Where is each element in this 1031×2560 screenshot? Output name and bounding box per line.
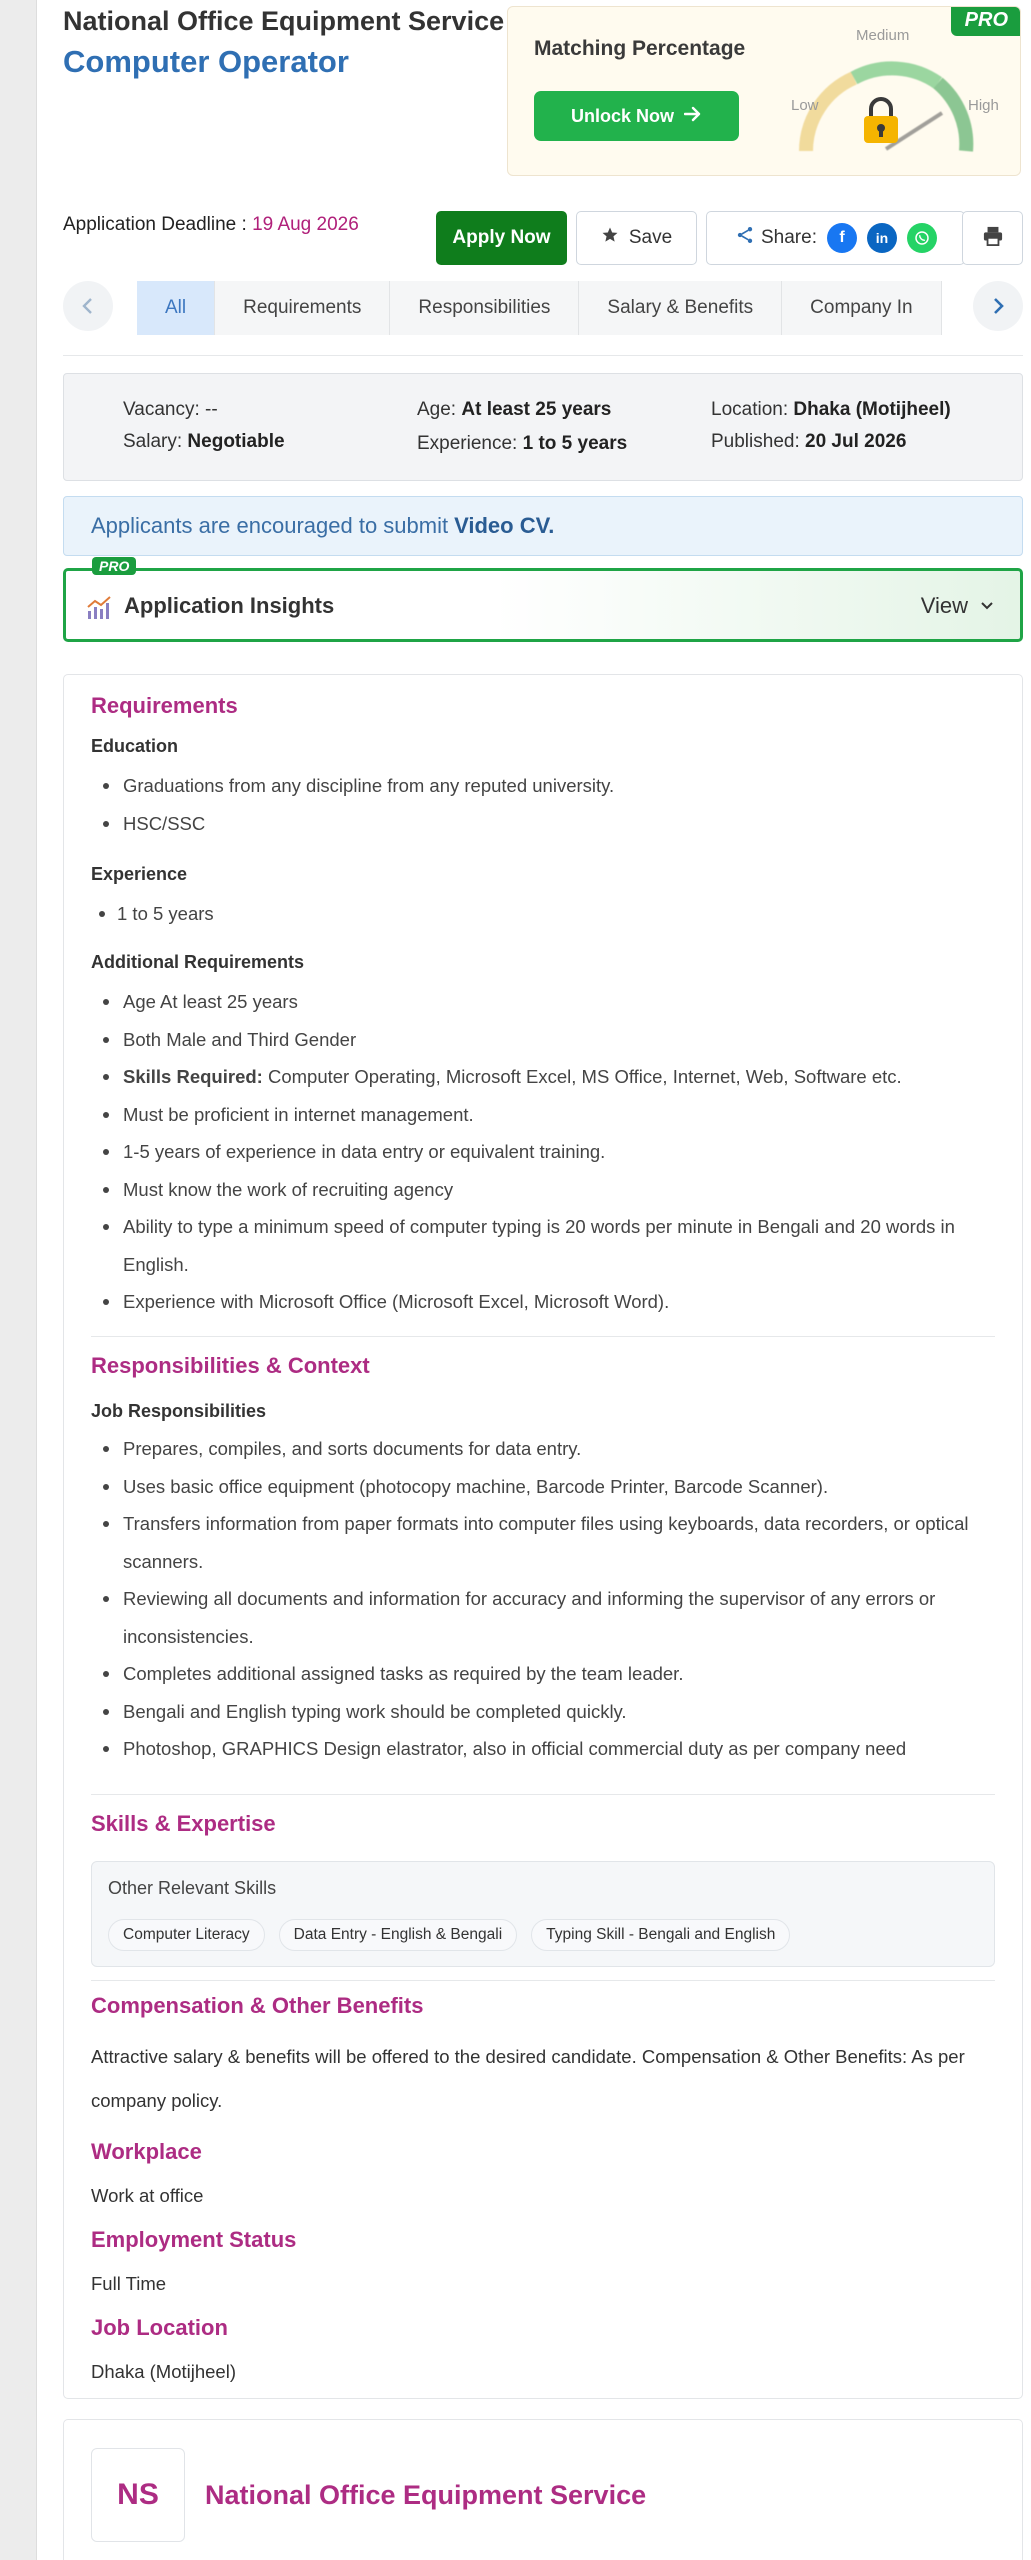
list-item: Completes additional assigned tasks as required by the team leader. (91, 1655, 971, 1693)
skills-required-label: Skills Required: (123, 1066, 263, 1087)
save-button[interactable] (576, 211, 697, 265)
chevron-right-icon (991, 297, 1005, 315)
chevron-left-icon (81, 297, 95, 315)
application-insights-bar[interactable] (63, 558, 1023, 642)
insights-chart-icon (86, 595, 112, 626)
experience-list (91, 895, 971, 933)
additional-requirements-heading: Additional Requirements (91, 952, 305, 972)
pro-badge: PRO (951, 7, 1020, 36)
facebook-icon[interactable]: f (827, 223, 857, 253)
location (711, 399, 951, 421)
list-item: HSC/SSC (91, 805, 971, 843)
list-item: Graduations from any discipline from any reputed university. (91, 767, 971, 805)
deadline-label: Application Deadline : (63, 214, 247, 235)
unlock-now-button[interactable] (534, 91, 739, 141)
list-item: Bengali and English typing work should be completed quickly. (91, 1693, 971, 1731)
matching-title: Matching Percentage (534, 37, 746, 60)
tab-responsibilities[interactable]: Responsibilities (390, 281, 579, 335)
deadline-date: 19 Aug 2026 (252, 214, 359, 235)
tabs-strip (137, 281, 950, 335)
age-label: Age: (417, 399, 457, 420)
vacancy-label: Vacancy: (123, 399, 200, 420)
job-location-heading: Job Location (91, 2315, 228, 2340)
gauge-high-label: High (968, 97, 999, 114)
workplace-value: Work at office (91, 2185, 204, 2206)
section-tabs (63, 281, 1023, 335)
skills-required-value: Computer Operating, Microsoft Excel, MS Office, Internet, Web, Software etc. (267, 1066, 902, 1087)
skill-chip: Computer Literacy (108, 1919, 265, 1951)
job-title: Computer Operator (63, 44, 349, 79)
list-item: Experience with Microsoft Office (Microsoft Excel, Microsoft Word). (91, 1283, 971, 1321)
salary (123, 431, 285, 453)
gauge-low-label: Low (791, 97, 819, 114)
matching-percentage-card (507, 6, 1021, 176)
company-info-card (63, 2419, 1023, 2560)
list-item: Both Male and Third Gender (91, 1021, 971, 1059)
share-bar (706, 211, 965, 265)
job-details-card (63, 674, 1023, 2399)
skills-heading: Skills & Expertise (91, 1811, 276, 1836)
company-name-link[interactable]: National Office Equipment Service (205, 2480, 647, 2510)
print-button[interactable] (962, 211, 1023, 265)
location-label: Location: (711, 399, 789, 420)
divider (91, 1336, 995, 1337)
compensation-heading: Compensation & Other Benefits (91, 1993, 424, 2018)
divider (91, 1794, 995, 1795)
gauge-medium-label: Medium (856, 27, 910, 44)
share-icon (735, 225, 755, 251)
job-location-value: Dhaka (Motijheel) (91, 2361, 236, 2382)
list-item: Uses basic office equipment (photocopy machine, Barcode Printer, Barcode Scanner). (91, 1468, 971, 1506)
video-cv-text: Applicants are encouraged to submit (91, 513, 449, 538)
list-item: Ability to type a minimum speed of computer typing is 20 words per minute in Bengali and 20 words in English. (91, 1208, 971, 1283)
insights-title: Application Insights (124, 593, 335, 618)
view-label: View (920, 593, 968, 618)
tab-all[interactable]: All (137, 281, 215, 335)
printer-icon (982, 226, 1004, 251)
published-label: Published: (711, 431, 800, 452)
list-item: Photoshop, GRAPHICS Design elastrator, also in official commercial duty as per company need (91, 1730, 971, 1768)
employment-status-heading: Employment Status (91, 2227, 297, 2252)
video-cv-notice (63, 496, 1023, 556)
list-item: 1-5 years of experience in data entry or equivalent training. (91, 1133, 971, 1171)
vacancy-value: -- (205, 399, 218, 420)
responsibilities-heading: Responsibilities & Context (91, 1353, 370, 1378)
experience-label: Experience: (417, 433, 518, 454)
location-value: Dhaka (Motijheel) (793, 399, 951, 420)
tab-company-info[interactable]: Company In (782, 281, 941, 335)
tabs-scroll-left-button[interactable] (63, 281, 113, 331)
education-list (91, 767, 971, 842)
age (417, 399, 611, 421)
job-summary-box (63, 373, 1023, 481)
requirements-heading: Requirements (91, 693, 238, 718)
experience-value: 1 to 5 years (522, 433, 628, 454)
responsibilities-list (91, 1430, 971, 1768)
company-logo: NS (91, 2448, 185, 2542)
tab-requirements[interactable]: Requirements (215, 281, 390, 335)
other-skills-title: Other Relevant Skills (108, 1878, 277, 1898)
salary-value: Negotiable (187, 431, 285, 452)
job-responsibilities-heading: Job Responsibilities (91, 1401, 267, 1421)
chevron-down-icon (980, 601, 994, 611)
published-value: 20 Jul 2026 (805, 431, 907, 452)
unlock-label: Unlock Now (570, 105, 674, 126)
star-icon (601, 226, 619, 250)
tabs-scroll-right-button[interactable] (973, 281, 1023, 331)
salary-label: Salary: (123, 431, 183, 452)
education-heading: Education (91, 736, 179, 756)
published (711, 431, 906, 453)
video-cv-link[interactable]: Video CV. (454, 513, 555, 538)
divider (63, 355, 1023, 356)
list-item (91, 1058, 971, 1096)
employment-status-value: Full Time (91, 2273, 167, 2294)
lock-icon (862, 95, 900, 145)
linkedin-icon[interactable]: in (867, 223, 897, 253)
workplace-heading: Workplace (91, 2139, 202, 2164)
share-label: Share: (761, 227, 817, 248)
save-label: Save (628, 227, 673, 248)
list-item: Transfers information from paper formats into computer files using keyboards, data recorders, or optical scanners. (91, 1505, 971, 1580)
pro-badge-small: PRO (92, 557, 136, 575)
list-item: 1 to 5 years (91, 895, 971, 933)
list-item: Prepares, compiles, and sorts documents for data entry. (91, 1430, 971, 1468)
list-item: Must be proficient in internet management. (91, 1096, 971, 1134)
skills-box (91, 1861, 995, 1967)
left-gutter (0, 0, 37, 2560)
insights-view-toggle[interactable] (921, 593, 994, 619)
experience (417, 433, 627, 455)
divider (91, 1980, 995, 1981)
skill-chips (108, 1919, 790, 1951)
experience-heading: Experience (91, 864, 188, 884)
list-item: Age At least 25 years (91, 983, 971, 1021)
additional-requirements-list (91, 983, 971, 1321)
list-item: Reviewing all documents and information for accuracy and informing the supervisor of any errors or inconsistencies. (91, 1580, 971, 1655)
application-deadline (63, 214, 359, 236)
skill-chip: Typing Skill - Bengali and English (531, 1919, 790, 1951)
age-value: At least 25 years (461, 399, 612, 420)
company-name[interactable]: National Office Equipment Service (63, 6, 505, 36)
skill-chip: Data Entry - English & Bengali (279, 1919, 518, 1951)
vacancy (123, 399, 218, 421)
whatsapp-icon[interactable] (907, 223, 937, 253)
arrow-right-icon (684, 106, 702, 127)
apply-now-button[interactable]: Apply Now (436, 211, 567, 265)
tab-salary-benefits[interactable]: Salary & Benefits (579, 281, 782, 335)
compensation-text: Attractive salary & benefits will be offered to the desired candidate. Compensation & Other Benefits: As per company policy. (91, 2046, 965, 2111)
list-item: Must know the work of recruiting agency (91, 1171, 971, 1209)
